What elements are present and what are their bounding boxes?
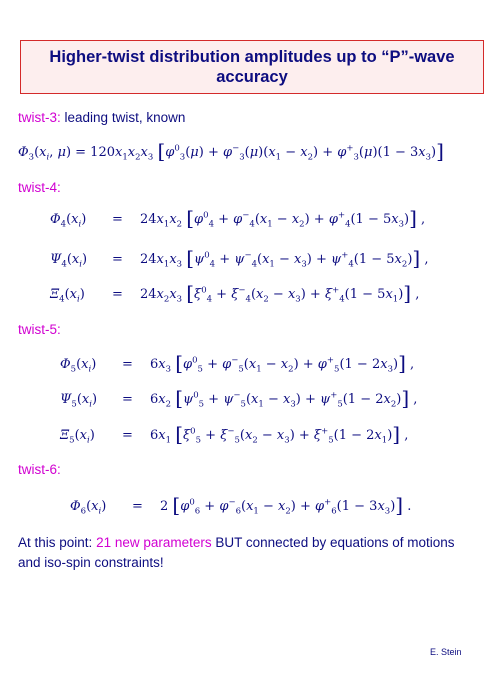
conclusion-text — [18, 533, 478, 573]
twist5-label: twist-5: — [18, 322, 61, 337]
twist4-equation-xi: $\Xi_4(x_i)$ = $24x_2x_3$ $[\xi^0_4 + \xi^-_4(x_2 - x_3) + \xi^+_4(1 - 5x_1)]$ , — [50, 281, 420, 305]
twist4-equation-phi: $\Phi_4(x_i)$ = $24x_1x_2$ $[\varphi^0_4 + \varphi^-_4(x_1 - x_2) + \varphi^+_4(1 - 5x_3)]$ , — [50, 206, 426, 230]
conclusion-suffix: BUT connected by equations of motions and iso-spin constraints! — [18, 535, 455, 570]
twist4-equation-psi: $\Psi_4(x_i)$ = $24x_1x_3$ $[\psi^0_4 + \psi^-_4(x_1 - x_3) + \psi^+_4(1 - 5x_2)]$ , — [50, 246, 429, 270]
conclusion-prefix: At this point: — [18, 535, 93, 550]
twist6-equation: $\Phi_6(x_i)$ = 2 $[\varphi^0_6 + \varphi^-_6(x_1 - x_2) + \varphi^+_6(1 - 3x_3)]$ . — [70, 493, 412, 517]
twist6-heading — [18, 462, 61, 477]
twist3-note: leading twist, known — [64, 110, 186, 125]
twist6-label: twist-6: — [18, 462, 61, 477]
twist3-equation: $\Phi_3(x_i$, $\mu) = 120x_1x_2x_3$ $[\varphi^0_3(\mu) + \varphi^-_3(\mu)(x_1 - x_2) + \varphi^+_3(\mu)(1 - 3x_3)]$ — [18, 139, 444, 163]
conclusion-highlight: 21 new parameters — [96, 535, 212, 550]
twist5-equation-xi: $\Xi_5(x_i)$ = $6x_1$ $[\xi^0_5 + \xi^-_5(x_2 - x_3) + \xi^+_5(1 - 2x_1)]$ , — [60, 422, 409, 446]
twist3-label: twist-3: — [18, 110, 61, 125]
twist4-label: twist-4: — [18, 180, 61, 195]
twist5-equation-psi: $\Psi_5(x_i)$ = $6x_2$ $[\psi^0_5 + \psi^-_5(x_1 - x_3) + \psi^+_5(1 - 2x_2)]$ , — [60, 386, 418, 410]
author-name: E. Stein — [430, 647, 462, 657]
twist5-heading — [18, 322, 61, 337]
twist3-heading — [18, 110, 185, 125]
twist4-heading — [18, 180, 61, 195]
twist5-equation-phi: $\Phi_5(x_i)$ = $6x_3$ $[\varphi^0_5 + \varphi^-_5(x_1 - x_2) + \varphi^+_5(1 - 2x_3)]$ , — [60, 351, 415, 375]
slide-title: Higher-twist distribution amplitudes up to “P”-wave accuracy — [20, 40, 484, 94]
